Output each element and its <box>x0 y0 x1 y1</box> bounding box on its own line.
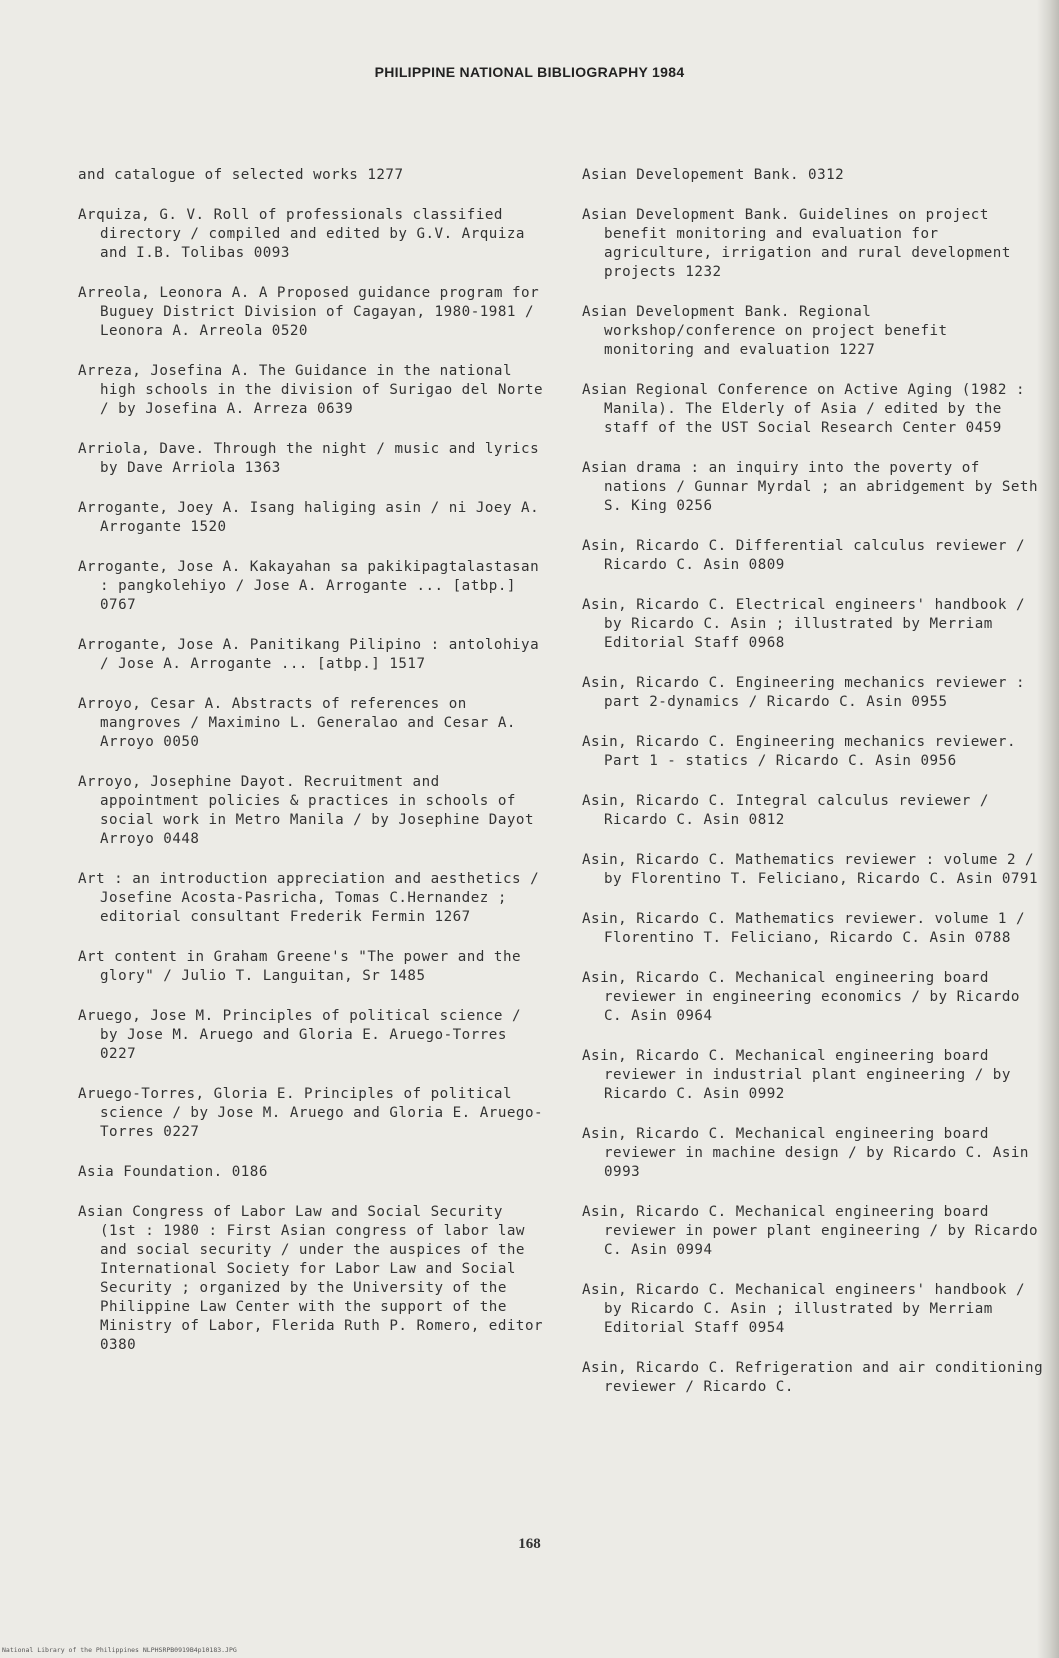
bibliography-entry: Arreza, Josefina A. The Guidance in the national high schools in the division of Surigao del Norte / by Josefina A. Arreza 0639 <box>78 363 544 417</box>
bibliography-entry: Arreola, Leonora A. A Proposed guidance program for Buguey District Division of Cagayan, 1980-1981 / Leonora A. Arreola 0520 <box>78 285 540 339</box>
bibliography-entry: Asin, Ricardo C. Mechanical engineering board reviewer in machine design / by Ricardo C. Asin 0993 <box>582 1126 1029 1180</box>
bibliography-entry: Asian Regional Conference on Active Aging (1982 : Manila). The Elderly of Asia / edited by the staff of the UST Social Research Center 0459 <box>582 382 1026 436</box>
bibliography-entry: Asin, Ricardo C. Mechanical engineering board reviewer in power plant engineering / by Ricardo C. Asin 0994 <box>582 1204 1038 1258</box>
bibliography-entry: Arriola, Dave. Through the night / music and lyrics by Dave Arriola 1363 <box>78 441 540 476</box>
bibliography-entry: Asin, Ricardo C. Mathematics reviewer : volume 2 / by Florentino T. Feliciano, Ricardo C. Asin 0791 <box>582 852 1038 887</box>
bibliography-entry: Asin, Ricardo C. Engineering mechanics reviewer. Part 1 - statics / Ricardo C. Asin 0956 <box>582 734 1016 769</box>
bibliography-entry: Asian drama : an inquiry into the poverty of nations / Gunnar Myrdal ; an abridgement by Seth S. King 0256 <box>582 460 1038 514</box>
scan-credit: National Library of the Philippines NLPHSRPB0919B4p10183.JPG <box>2 1646 237 1654</box>
bibliography-entry: Asin, Ricardo C. Integral calculus reviewer / Ricardo C. Asin 0812 <box>582 793 989 828</box>
bibliography-entry: Asian Developement Bank. 0312 <box>582 167 845 183</box>
bibliography-entry: Arrogante, Jose A. Panitikang Pilipino : antolohiya / Jose A. Arrogante ... [atbp.] 1517 <box>78 637 540 672</box>
bibliography-entry: Asin, Ricardo C. Engineering mechanics reviewer : part 2-dynamics / Ricardo C. Asin 0955 <box>582 675 1026 710</box>
bibliography-entry: Asian Congress of Labor Law and Social Security (1st : 1980 : First Asian congress of labor law and social security / under the auspices of the International Society for Labor Law and Social Security ; organized by the University of the Philippine Law Center with the support of the Ministry of Labor, Flerida Ruth P. Romero, editor 0380 <box>78 1204 544 1353</box>
bibliography-entry: Arroyo, Josephine Dayot. Recruitment and appointment policies & practices in schools of social work in Metro Manila / by Josephine Dayot Arroyo 0448 <box>78 774 534 847</box>
bibliography-entry: Art : an introduction appreciation and aesthetics / Josefine Acosta-Pasricha, Tomas C.Hernandez ; editorial consultant Frederik Fermin 1267 <box>78 871 540 925</box>
bibliography-entry: Aruego-Torres, Gloria E. Principles of political science / by Jose M. Aruego and Gloria E. Aruego-Torres 0227 <box>78 1086 544 1140</box>
bibliography-entry: Asin, Ricardo C. Refrigeration and air conditioning reviewer / Ricardo C. <box>582 1360 1044 1395</box>
left-column <box>78 166 548 1376</box>
bibliography-entry: and catalogue of selected works 1277 <box>78 167 404 183</box>
bibliography-entry: Asian Development Bank. Guidelines on project benefit monitoring and evaluation for agriculture, irrigation and rural development projects 1232 <box>582 207 1011 280</box>
bibliography-entry: Arrogante, Joey A. Isang haliging asin / ni Joey A. Arrogante 1520 <box>78 500 540 535</box>
bibliography-entry: Asin, Ricardo C. Mechanical engineering board reviewer in engineering economics / by Ricardo C. Asin 0964 <box>582 970 1020 1024</box>
bibliography-entry: Asin, Ricardo C. Electrical engineers' handbook / by Ricardo C. Asin ; illustrated by Merriam Editorial Staff 0968 <box>582 597 1026 651</box>
bibliography-entry: Arrogante, Jose A. Kakayahan sa pakikipagtalastasan : pangkolehiyo / Jose A. Arrogante ... [atbp.] 0767 <box>78 559 540 613</box>
bibliography-entry: Asin, Ricardo C. Mechanical engineers' handbook / by Ricardo C. Asin ; illustrated by Merriam Editorial Staff 0954 <box>582 1282 1026 1336</box>
bibliography-entry: Arroyo, Cesar A. Abstracts of references on mangroves / Maximino L. Generalao and Cesar A. Arroyo 0050 <box>78 696 516 750</box>
bibliography-entry: Art content in Graham Greene's "The power and the glory" / Julio T. Languitan, Sr 1485 <box>78 949 522 984</box>
page-number: 168 <box>518 1536 541 1552</box>
bibliography-entry: Asian Development Bank. Regional workshop/conference on project benefit monitoring and evaluation 1227 <box>582 304 948 358</box>
bibliography-entry: Asin, Ricardo C. Mechanical engineering board reviewer in industrial plant engineering / by Ricardo C. Asin 0992 <box>582 1048 1011 1102</box>
bibliography-entry: Asin, Ricardo C. Mathematics reviewer. volume 1 / Florentino T. Feliciano, Ricardo C. Asin 0788 <box>582 911 1026 946</box>
bibliography-entry: Asin, Ricardo C. Differential calculus reviewer / Ricardo C. Asin 0809 <box>582 538 1026 573</box>
page-title: PHILIPPINE NATIONAL BIBLIOGRAPHY 1984 <box>374 64 685 80</box>
bibliography-entry: Arquiza, G. V. Roll of professionals classified directory / compiled and edited by G.V. Arquiza and I.B. Tolibas 0093 <box>78 207 525 261</box>
bibliography-entry: Asia Foundation. 0186 <box>78 1164 268 1180</box>
bibliography-entry: Aruego, Jose M. Principles of political science / by Jose M. Aruego and Gloria E. Aruego-Torres 0227 <box>78 1008 522 1062</box>
right-column <box>582 166 1044 1418</box>
